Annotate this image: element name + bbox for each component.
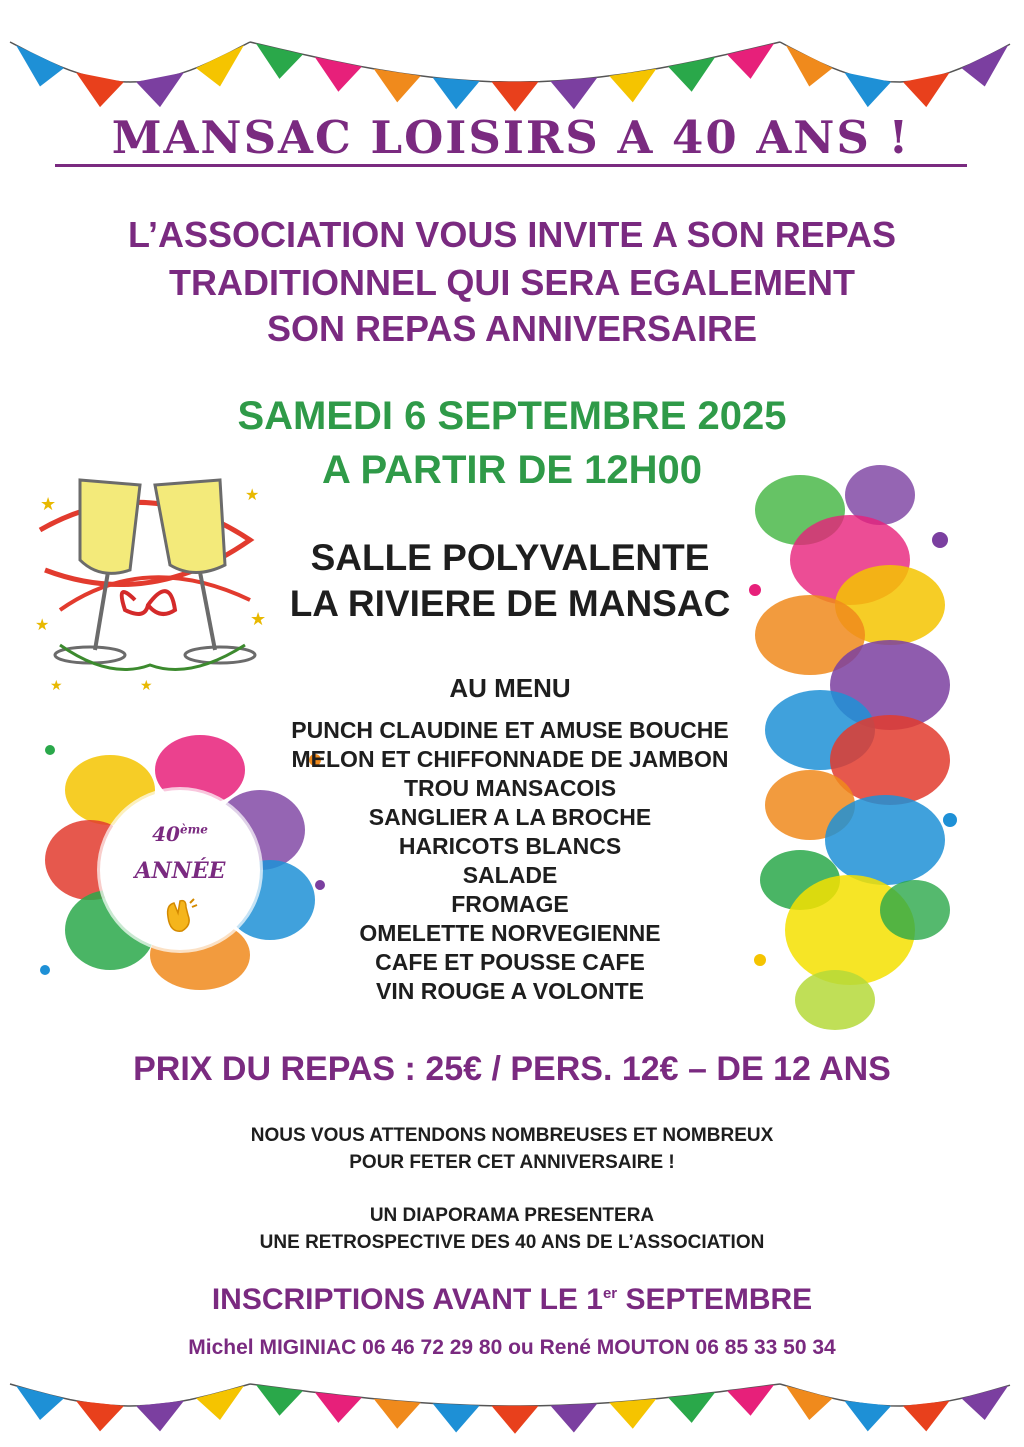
- slideshow-line-2: UNE RETROSPECTIVE DES 40 ANS DE L’ASSOCIATION: [259, 1232, 765, 1253]
- menu-item: HARICOTS BLANCS: [398, 833, 622, 859]
- venue-name: SALLE POLYVALENTE: [310, 537, 710, 578]
- menu-item: VIN ROUGE A VOLONTE: [376, 978, 644, 1004]
- badge-number-value: 40: [152, 822, 180, 846]
- bunting-flag: [76, 1401, 124, 1432]
- venue-location: LA RIVIERE DE MANSAC: [289, 583, 731, 624]
- menu-item: OMELETTE NORVEGIENNE: [359, 920, 661, 946]
- menu-item: SANGLIER A LA BROCHE: [368, 804, 652, 830]
- bunting-flag: [903, 1401, 950, 1432]
- meal-price: PRIX DU REPAS : 25€ / PERS. 12€ – DE 12 ANS: [133, 1050, 891, 1088]
- bunting-flag: [844, 1401, 891, 1432]
- welcome-line-1: NOUS VOUS ATTENDONS NOMBREUSES ET NOMBREUX: [250, 1125, 774, 1146]
- bunting-top: [0, 0, 1024, 120]
- bunting-flag: [903, 72, 950, 107]
- invitation-line-2: TRADITIONNEL QUI SERA EGALEMENT: [168, 262, 856, 303]
- registration-sup: er: [602, 1285, 618, 1302]
- svg-text:★: ★: [245, 487, 260, 504]
- menu-item: SALADE: [462, 862, 558, 888]
- bunting-flag: [609, 1399, 656, 1429]
- badge-number-suffix: ème: [179, 822, 208, 837]
- bunting-flag: [844, 72, 891, 107]
- bunting-flag: [374, 69, 421, 103]
- badge-label: ANNÉE: [134, 858, 226, 884]
- slideshow-line-1: UN DIAPORAMA PRESENTERA: [369, 1205, 655, 1226]
- contact-info: Michel MIGINIAC 06 46 72 29 80 ou René MOUTON 06 85 33 50 34: [188, 1336, 836, 1359]
- bunting-flag: [136, 72, 184, 107]
- bunting-flag: [491, 1406, 538, 1434]
- bunting-flag: [668, 1392, 715, 1423]
- bunting-flag: [433, 77, 480, 109]
- registration-deadline: [0, 1283, 1024, 1317]
- menu-item: CAFE ET POUSSE CAFE: [375, 949, 645, 975]
- menu-item: PUNCH CLAUDINE ET AMUSE BOUCHE: [291, 717, 729, 743]
- clapping-hands-icon: [160, 895, 200, 935]
- bunting-flag: [76, 72, 124, 107]
- bunting-flag: [196, 45, 244, 86]
- svg-text:★: ★: [50, 677, 63, 693]
- registration-prefix: INSCRIPTIONS AVANT LE 1: [211, 1283, 603, 1316]
- bunting-flag: [609, 69, 656, 103]
- svg-text:★: ★: [250, 609, 267, 629]
- event-time: A PARTIR DE 12H00: [321, 448, 703, 492]
- menu-title: AU MENU: [449, 673, 571, 703]
- bunting-flag: [786, 1386, 833, 1420]
- title-underline: [55, 164, 967, 167]
- menu-item: TROU MANSACOIS: [403, 775, 617, 801]
- registration-suffix: SEPTEMBRE: [617, 1283, 813, 1316]
- invitation-line-3: SON REPAS ANNIVERSAIRE: [266, 308, 758, 349]
- bunting-flag: [315, 57, 362, 92]
- bunting-flag: [16, 1386, 64, 1420]
- bunting-flag: [786, 45, 833, 86]
- bunting-flag: [196, 1386, 244, 1420]
- event-date: SAMEDI 6 SEPTEMBRE 2025: [237, 394, 787, 438]
- bunting-bottom: [0, 1370, 1024, 1447]
- svg-text:★: ★: [140, 677, 153, 693]
- bunting-flag: [433, 1403, 480, 1432]
- bunting-flag: [315, 1392, 362, 1423]
- welcome-line-2: POUR FETER CET ANNIVERSAIRE !: [349, 1152, 675, 1173]
- bunting-flag: [550, 1403, 597, 1432]
- bunting-flag: [374, 1399, 421, 1429]
- svg-text:★: ★: [40, 494, 57, 514]
- poster-title: MANSAC LOISIRS A 40 ANS !: [111, 111, 911, 164]
- svg-text:★: ★: [35, 617, 50, 634]
- invitation-line-1: L’ASSOCIATION VOUS INVITE A SON REPAS: [127, 214, 897, 255]
- bunting-flag: [136, 1401, 184, 1432]
- bunting-flag: [668, 57, 715, 92]
- bunting-flag: [961, 45, 1008, 86]
- bunting-flag: [550, 77, 597, 109]
- bunting-flag: [16, 45, 64, 86]
- menu-item: FROMAGE: [451, 891, 569, 917]
- bunting-flag: [961, 1386, 1008, 1420]
- menu-item: MELON ET CHIFFONNADE DE JAMBON: [291, 746, 729, 772]
